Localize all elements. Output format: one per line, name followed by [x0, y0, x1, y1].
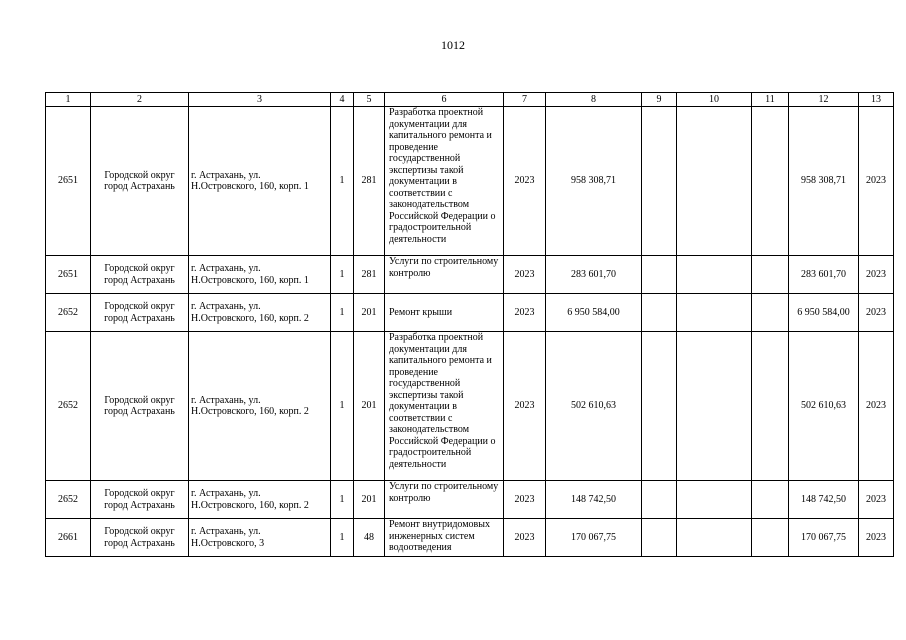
table-row: [46, 294, 894, 332]
municipality-cell: Городской округ город Астрахань: [91, 256, 189, 294]
year-cell: 2023: [504, 256, 546, 294]
header-cell-9: 9: [642, 93, 677, 107]
year-cell: 2023: [504, 294, 546, 332]
header-cell-11: 11: [752, 93, 789, 107]
table-row: [46, 332, 894, 481]
row-id-cell: 2651: [46, 107, 91, 256]
col4-cell: 1: [331, 519, 354, 557]
header-cell-1: 1: [46, 93, 91, 107]
completion-year-cell: 2023: [859, 256, 894, 294]
header-cell-4: 4: [331, 93, 354, 107]
col4-cell: 1: [331, 107, 354, 256]
table-row: [46, 481, 894, 519]
municipality-cell: Городской округ город Астрахань: [91, 332, 189, 481]
total-cost-cell: 170 067,75: [546, 519, 642, 557]
col9-cell: [642, 107, 677, 256]
header-cell-10: 10: [677, 93, 752, 107]
col5-cell: 281: [354, 256, 385, 294]
completion-year-cell: 2023: [859, 294, 894, 332]
total-cost-cell: 502 610,63: [546, 332, 642, 481]
col10-cell: [677, 256, 752, 294]
municipality-cell: Городской округ город Астрахань: [91, 107, 189, 256]
work-type-cell: Ремонт крыши: [385, 294, 504, 332]
registry-table: [45, 92, 894, 557]
table-row: [46, 107, 894, 256]
col11-cell: [752, 294, 789, 332]
total-cost-cell: 148 742,50: [546, 481, 642, 519]
row-id-cell: 2651: [46, 256, 91, 294]
fund-cost-cell: 148 742,50: [789, 481, 859, 519]
work-type-cell: Услуги по строительному контролю: [385, 481, 504, 519]
col10-cell: [677, 481, 752, 519]
col5-cell: 281: [354, 107, 385, 256]
year-cell: 2023: [504, 107, 546, 256]
col11-cell: [752, 107, 789, 256]
total-cost-cell: 958 308,71: [546, 107, 642, 256]
col9-cell: [642, 332, 677, 481]
col10-cell: [677, 519, 752, 557]
fund-cost-cell: 170 067,75: [789, 519, 859, 557]
col9-cell: [642, 294, 677, 332]
col4-cell: 1: [331, 481, 354, 519]
address-cell: г. Астрахань, ул. Н.Островского, 160, корп. 2: [189, 332, 331, 481]
col4-cell: 1: [331, 256, 354, 294]
header-cell-7: 7: [504, 93, 546, 107]
work-type-cell: Разработка проектной документации для капитального ремонта и проведение государственной экспертизы такой документации в соответствии с законодательством Российской Федерации о градостроительной деятельности: [385, 107, 504, 256]
total-cost-cell: 6 950 584,00: [546, 294, 642, 332]
col5-cell: 48: [354, 519, 385, 557]
row-id-cell: 2652: [46, 332, 91, 481]
table-row: [46, 256, 894, 294]
municipality-cell: Городской округ город Астрахань: [91, 519, 189, 557]
col10-cell: [677, 294, 752, 332]
header-cell-12: 12: [789, 93, 859, 107]
col4-cell: 1: [331, 332, 354, 481]
fund-cost-cell: 958 308,71: [789, 107, 859, 256]
header-cell-13: 13: [859, 93, 894, 107]
header-cell-3: 3: [189, 93, 331, 107]
completion-year-cell: 2023: [859, 481, 894, 519]
year-cell: 2023: [504, 332, 546, 481]
work-type-cell: Услуги по строительному контролю: [385, 256, 504, 294]
completion-year-cell: 2023: [859, 332, 894, 481]
row-id-cell: 2652: [46, 294, 91, 332]
header-cell-2: 2: [91, 93, 189, 107]
municipality-cell: Городской округ город Астрахань: [91, 481, 189, 519]
col4-cell: 1: [331, 294, 354, 332]
total-cost-cell: 283 601,70: [546, 256, 642, 294]
fund-cost-cell: 6 950 584,00: [789, 294, 859, 332]
fund-cost-cell: 283 601,70: [789, 256, 859, 294]
table-row: [46, 519, 894, 557]
col9-cell: [642, 519, 677, 557]
col5-cell: 201: [354, 481, 385, 519]
page-number: 1012: [441, 38, 465, 52]
col9-cell: [642, 256, 677, 294]
work-type-cell: Ремонт внутридомовых инженерных систем водоотведения: [385, 519, 504, 557]
address-cell: г. Астрахань, ул. Н.Островского, 160, корп. 2: [189, 294, 331, 332]
col5-cell: 201: [354, 294, 385, 332]
col11-cell: [752, 519, 789, 557]
address-cell: г. Астрахань, ул. Н.Островского, 3: [189, 519, 331, 557]
fund-cost-cell: 502 610,63: [789, 332, 859, 481]
row-id-cell: 2652: [46, 481, 91, 519]
year-cell: 2023: [504, 519, 546, 557]
table-header-row: [46, 93, 894, 107]
col11-cell: [752, 332, 789, 481]
completion-year-cell: 2023: [859, 107, 894, 256]
header-cell-5: 5: [354, 93, 385, 107]
address-cell: г. Астрахань, ул. Н.Островского, 160, корп. 1: [189, 256, 331, 294]
header-cell-8: 8: [546, 93, 642, 107]
col10-cell: [677, 107, 752, 256]
row-id-cell: 2661: [46, 519, 91, 557]
address-cell: г. Астрахань, ул. Н.Островского, 160, корп. 2: [189, 481, 331, 519]
col5-cell: 201: [354, 332, 385, 481]
year-cell: 2023: [504, 481, 546, 519]
header-cell-6: 6: [385, 93, 504, 107]
col9-cell: [642, 481, 677, 519]
completion-year-cell: 2023: [859, 519, 894, 557]
col10-cell: [677, 332, 752, 481]
address-cell: г. Астрахань, ул. Н.Островского, 160, корп. 1: [189, 107, 331, 256]
col11-cell: [752, 481, 789, 519]
work-type-cell: Разработка проектной документации для капитального ремонта и проведение государственной экспертизы такой документации в соответствии с законодательством Российской Федерации о градостроительной деятельности: [385, 332, 504, 481]
col11-cell: [752, 256, 789, 294]
municipality-cell: Городской округ город Астрахань: [91, 294, 189, 332]
